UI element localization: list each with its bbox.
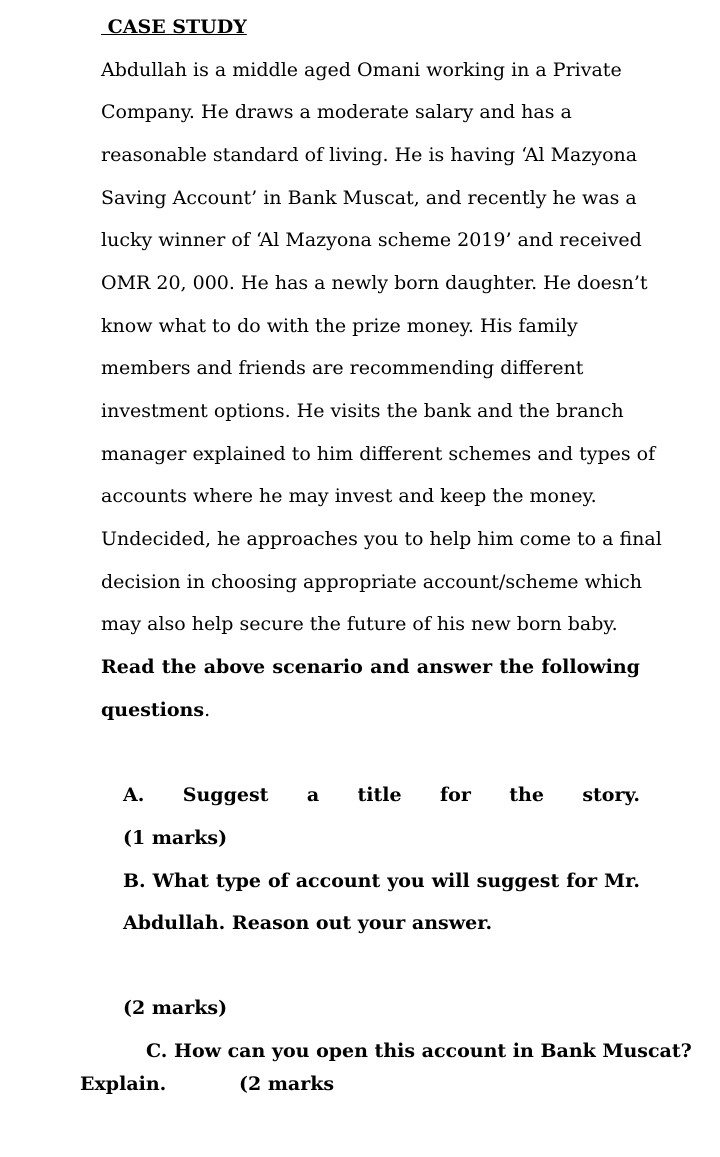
word: above	[203, 656, 266, 678]
paragraph-line: reasonable standard of living. He is having ‘Al Mazyona	[101, 144, 638, 166]
paragraph-line: members and friends are recommending different	[101, 357, 584, 379]
word: scenario	[272, 656, 363, 678]
word: the	[499, 656, 535, 678]
word: the	[161, 656, 197, 678]
word: Read	[101, 656, 155, 678]
word: account	[295, 870, 381, 892]
paragraph-line: manager explained to him different schemes and types of	[101, 443, 656, 465]
question-c-marks: (2 marks	[239, 1073, 335, 1095]
question-c-line: C. How can you open this account in Bank Muscat?	[146, 1040, 692, 1062]
word: of	[267, 870, 289, 892]
question-b-line-2: Abdullah. Reason out your answer.	[123, 912, 493, 934]
word: Mr.	[604, 870, 640, 892]
word: story.	[582, 784, 640, 806]
word: for	[566, 870, 598, 892]
word: B.	[123, 870, 146, 892]
paragraph-line: may also help secure the future of his new born baby.	[101, 613, 618, 635]
paragraph-line: accounts where he may invest and keep the money.	[101, 485, 597, 507]
question-a-marks: (1 marks)	[123, 827, 228, 849]
word: for	[439, 784, 471, 806]
word: type	[215, 870, 262, 892]
word: and	[370, 656, 410, 678]
paragraph-line: decision in choosing appropriate account/scheme which	[101, 571, 642, 593]
word: suggest	[476, 870, 560, 892]
question-b-marks: (2 marks)	[123, 997, 228, 1019]
word: you	[387, 870, 425, 892]
word: the	[509, 784, 544, 806]
word: will	[431, 870, 470, 892]
paragraph-line: Saving Account’ in Bank Muscat, and recently he was a	[101, 187, 637, 209]
instruction-line-2	[101, 698, 210, 722]
paragraph-line: Undecided, he approaches you to help him come to a final	[101, 528, 662, 550]
paragraph-line: lucky winner of ‘Al Mazyona scheme 2019’ and received	[101, 229, 642, 251]
paragraph-line: know what to do with the prize money. His family	[101, 315, 578, 337]
question-c-explain: Explain.	[80, 1073, 167, 1095]
instruction-period: .	[204, 699, 211, 721]
question-a-line	[123, 783, 640, 807]
paragraph-line: OMR 20, 000. He has a newly born daughter. He doesn’t	[101, 272, 648, 294]
word: What	[152, 870, 209, 892]
instruction-line-1	[101, 655, 640, 679]
word: answer	[416, 656, 493, 678]
word: Suggest	[182, 784, 269, 806]
case-study-heading: CASE STUDY	[101, 16, 247, 38]
instruction-questions-word: questions	[101, 699, 205, 721]
paragraph-line: Company. He draws a moderate salary and has a	[101, 101, 572, 123]
paragraph-line: investment options. He visits the bank and the branch	[101, 400, 624, 422]
paragraph-line: Abdullah is a middle aged Omani working in a Private	[101, 59, 622, 81]
question-b-line-1	[123, 869, 640, 893]
word: a	[306, 784, 320, 806]
word: following	[541, 656, 640, 678]
word: title	[357, 784, 402, 806]
word: A.	[123, 784, 145, 806]
